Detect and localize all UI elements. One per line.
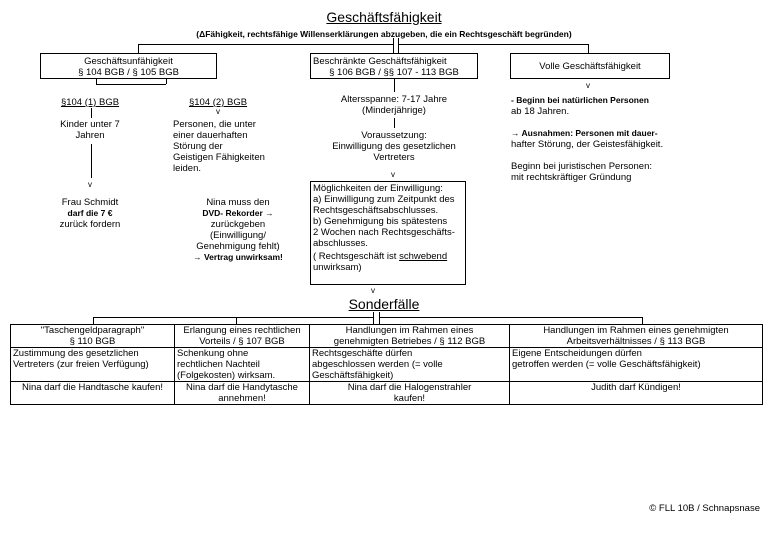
table-cell: Zustimmung des gesetzlichen Vertreters (zur freien Verfügung) [11, 348, 175, 382]
connector-line [236, 317, 237, 324]
connector-line [91, 108, 92, 118]
connector-line [138, 44, 139, 53]
text-line: Nina muss den [206, 197, 270, 208]
connector-line [373, 312, 374, 324]
arrow-down-icon: v [216, 107, 220, 116]
text-line: Jahren [75, 130, 105, 141]
table-cell: Nina darf die Handytasche annehmen! [175, 382, 310, 405]
text-fragment: ( Rechtsgeschäft ist [313, 251, 400, 262]
table-cell: Judith darf Kündigen! [510, 382, 763, 405]
arrow-down-icon: v [371, 286, 375, 295]
text-line: (Minderjährige) [362, 105, 426, 116]
text-line: Frau Schmidt [61, 197, 119, 208]
connector-line [166, 79, 167, 84]
text-line: einer dauerhaften [173, 130, 248, 141]
text-line: ab 18 Jahren. [511, 106, 570, 117]
text-volle-details [511, 95, 751, 183]
definition: (ΔFähigkeit, rechtsfähige Willenserklärungen abzugeben, die ein Rechtsgeschäft begründen) [196, 29, 572, 39]
text-line: zurückgeben [210, 219, 266, 230]
table-cell: Nina darf die Handtasche kaufen! [11, 382, 175, 405]
text-line: mit rechtskräftiger Gründung [511, 172, 632, 183]
text-line: leiden. [173, 163, 201, 174]
box-label: Geschäftsunfähigkeit [84, 56, 173, 67]
box-paragraph: § 106 BGB / §§ 107 - 113 BGB [329, 67, 459, 78]
connector-line [379, 317, 642, 318]
text-line: → Vertrag unwirksam! [193, 252, 283, 262]
connector-line [93, 317, 373, 318]
box-moeglichkeiten-einwilligung [310, 181, 466, 285]
text-line: Personen, die unter [173, 119, 256, 130]
box-paragraph: § 104 BGB / § 105 BGB [78, 67, 179, 78]
connector-line [379, 312, 380, 324]
connector-line [398, 44, 588, 45]
text-altersspanne [310, 94, 478, 116]
text-line: - Beginn bei natürlichen Personen [511, 95, 649, 105]
footer-copyright: © FLL 10B / Schnapsnase [649, 503, 760, 514]
text-line: Altersspanne: 7-17 Jahre [340, 94, 448, 105]
text-line: hafter Störung, der Geistesfähigkeit. [511, 139, 664, 150]
text-line: Voraussetzung: [361, 130, 427, 141]
text-line: Genehmigung fehlt) [196, 241, 280, 252]
text-line: 2 Wochen nach Rechtsgeschäfts- [313, 227, 455, 238]
text-kinder-unter-7 [40, 119, 140, 141]
example-frau-schmidt [40, 197, 140, 230]
connector-line [394, 118, 395, 128]
text-line: unwirksam) [313, 262, 362, 273]
text-line: Einwilligung des gesetzlichen [332, 141, 456, 152]
example-nina-dvd [178, 197, 298, 263]
sonderfaelle-title: Sonderfälle [348, 296, 420, 312]
connector-line [398, 38, 399, 53]
heading-104-1: §104 (1) BGB [60, 97, 120, 108]
table-header-cell: Handlungen im Rahmen eines genehmigten Arbeitsverhältnisses / § 113 BGB [510, 325, 763, 348]
table-row [11, 325, 763, 348]
text-line: zurück fordern [59, 219, 121, 230]
connector-line [96, 84, 166, 85]
table-cell: Schenkung ohne rechtlichen Nachteil (Folgekosten) wirksam. [175, 348, 310, 382]
text-line: Beginn bei juristischen Personen: [511, 161, 653, 172]
table-cell: Eigene Entscheidungen dürfen getroffen werden (= volle Geschäftsfähigkeit) [510, 348, 763, 382]
connector-line [91, 144, 92, 178]
sonderfaelle-table [10, 324, 763, 405]
arrow-down-icon: v [586, 81, 590, 90]
connector-line [642, 317, 643, 324]
text-line: (Einwilligung/ [210, 230, 266, 241]
text-voraussetzung [310, 130, 478, 163]
connector-line [93, 317, 94, 324]
box-label: Volle Geschäftsfähigkeit [539, 61, 641, 72]
text-line: abschlusses. [313, 238, 368, 249]
box-label: Beschränkte Geschäftsfähigkeit [313, 56, 447, 67]
table-row [11, 382, 763, 405]
text-line: Vertreters [373, 152, 415, 163]
table-header-cell: Erlangung eines rechtlichen Vorteils / § 107 BGB [175, 325, 310, 348]
text-line: darf die 7 € [67, 208, 113, 218]
table-row [11, 348, 763, 382]
text-line: → Ausnahmen: Personen mit dauer- [511, 128, 658, 138]
arrow-down-icon: v [88, 180, 92, 189]
box-beschraenkte-geschaeftsfaehigkeit [310, 53, 478, 79]
arrow-down-icon: v [391, 170, 395, 179]
page-title: Geschäftsfähigkeit [326, 9, 442, 25]
text-line: Kinder unter 7 [60, 119, 120, 130]
connector-line [588, 44, 589, 53]
text-line: Rechtsgeschäftsabschlusses. [313, 205, 439, 216]
connector-line [394, 79, 395, 92]
text-line [313, 251, 463, 262]
text-line: DVD- Rekorder → [202, 208, 274, 218]
heading-104-2: §104 (2) BGB [188, 97, 248, 108]
text-fragment: schwebend [399, 251, 448, 262]
table-header-cell: Handlungen im Rahmen eines genehmigten Betriebes / § 112 BGB [310, 325, 510, 348]
text-line: Geistigen Fähigkeiten [173, 152, 265, 163]
text-line: Möglichkeiten der Einwilligung: [313, 183, 443, 194]
box-volle-geschaeftsfaehigkeit [510, 53, 670, 79]
text-line: a) Einwilligung zum Zeitpunkt des [313, 194, 455, 205]
text-line: Störung der [173, 141, 223, 152]
box-geschaeftsunfaehigkeit [40, 53, 217, 79]
text-line: b) Genehmigung bis spätestens [313, 216, 448, 227]
table-cell: Rechtsgeschäfte dürfen abgeschlossen werden (= volle Geschäftsfähigkeit) [310, 348, 510, 382]
connector-line [393, 38, 394, 53]
table-header-cell: "Taschengeldparagraph" § 110 BGB [11, 325, 175, 348]
connector-line [138, 44, 393, 45]
text-personen-stoerung [173, 119, 293, 174]
table-cell: Nina darf die Halogenstrahler kaufen! [310, 382, 510, 405]
